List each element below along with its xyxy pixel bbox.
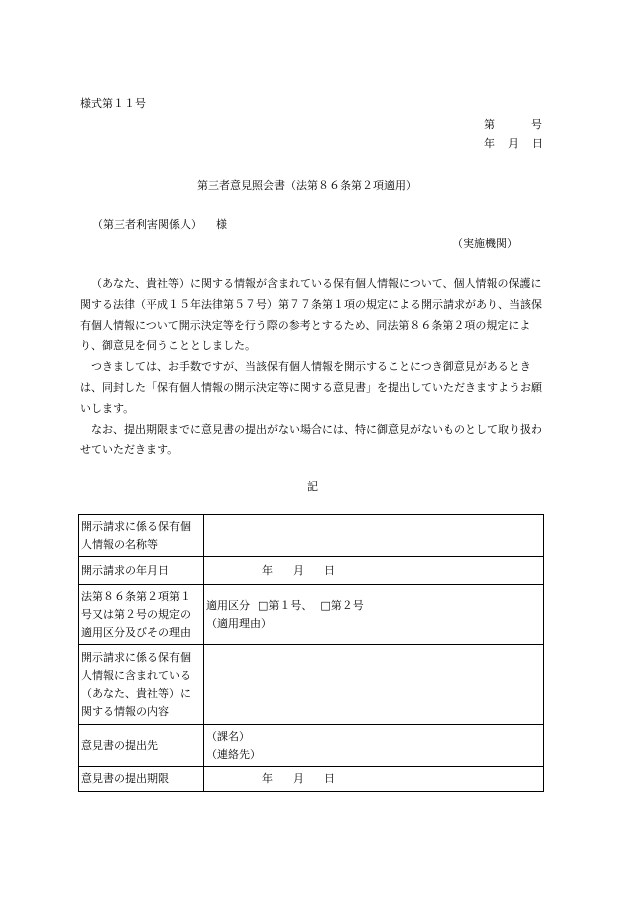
table-row bbox=[79, 515, 544, 557]
table-row bbox=[79, 645, 544, 725]
issue-date bbox=[484, 136, 543, 152]
table-row bbox=[79, 585, 544, 645]
category-reason: （適用理由） bbox=[206, 617, 272, 630]
label-submission-deadline: 意見書の提出期限 bbox=[79, 767, 204, 792]
table-row bbox=[79, 767, 544, 792]
category-options: 適用区分 □第１号、 □第２号 bbox=[206, 599, 364, 612]
value-applicable-category bbox=[204, 585, 544, 645]
ref-suffix: 号 bbox=[531, 118, 542, 131]
ki-heading: 記 bbox=[307, 480, 318, 493]
page-title: 第三者意見照会書（法第８６条第２項適用） bbox=[197, 179, 417, 192]
table-row bbox=[79, 725, 544, 767]
label-request-date: 開示請求の年月日 bbox=[79, 557, 204, 585]
record-table bbox=[78, 514, 544, 792]
value-request-info-name bbox=[204, 515, 544, 557]
option-no1: □第１号、 bbox=[258, 599, 313, 612]
issue-day: 日 bbox=[532, 137, 543, 150]
sender-institution: （実施機関） bbox=[452, 237, 518, 250]
body-text bbox=[80, 274, 548, 461]
value-info-content bbox=[204, 645, 544, 725]
value-submission-deadline: 年 月 日 bbox=[204, 767, 544, 792]
body-paragraph-2: つきましては、お手数ですが、当該保有個人情報を開示することにつき御意見があるときは、同封した「保有個人情報の開示決定等に関する意見書」を提出していただきますようお願いします。 bbox=[80, 360, 542, 415]
form-number: 様式第１１号 bbox=[80, 97, 146, 110]
table-row bbox=[79, 557, 544, 585]
recipient-name: （第三者利害関係人） bbox=[92, 218, 202, 231]
label-request-info-name: 開示請求に係る保有個人情報の名称等 bbox=[79, 515, 204, 557]
label-submission-destination: 意見書の提出先 bbox=[79, 725, 204, 767]
value-request-date: 年 月 日 bbox=[204, 557, 544, 585]
issue-year: 年 bbox=[484, 137, 495, 150]
reference-number bbox=[484, 117, 542, 133]
body-paragraph-1: （あなた、貴社等）に関する情報が含まれている保有個人情報について、個人情報の保護に関する法律（平成１５年法律第５７号）第７７条第１項の規定による開示請求があり、当該保有個人情報について開示決定等を行う際の参考とするため、同法第８６条第２項の規定により、御意見を伺うこととしました。 bbox=[80, 277, 542, 353]
value-submission-destination bbox=[204, 725, 544, 767]
ref-prefix: 第 bbox=[484, 118, 495, 131]
contact-info: （連絡先） bbox=[206, 747, 261, 761]
recipient-honorific: 様 bbox=[216, 218, 227, 231]
issue-month: 月 bbox=[508, 137, 519, 150]
option-no2: □第２号 bbox=[320, 599, 364, 612]
recipient bbox=[92, 217, 227, 233]
label-info-content: 開示請求に係る保有個人情報に含まれている（あなた、貴社等）に関する情報の内容 bbox=[79, 645, 204, 725]
body-paragraph-3: なお、提出期限までに意見書の提出がない場合には、特に御意見がないものとして取り扱わせていただきます。 bbox=[80, 422, 542, 457]
department-name: （課名） bbox=[206, 729, 250, 743]
label-applicable-category: 法第８６条第２項第１号又は第２号の規定の適用区分及びその理由 bbox=[79, 585, 204, 645]
